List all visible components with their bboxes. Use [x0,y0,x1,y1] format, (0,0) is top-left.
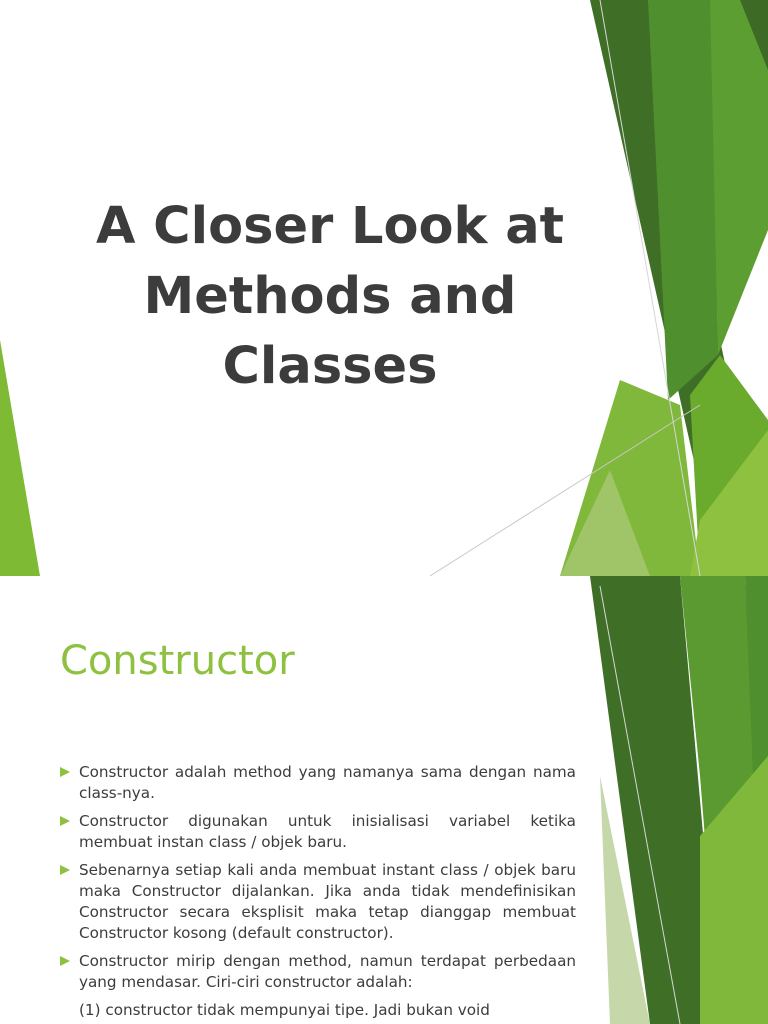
triangle-bullet-icon [60,956,70,966]
triangle-bullet-icon [60,816,70,826]
title-line: Methods and [143,267,517,326]
sub-item [60,1000,576,1021]
bullet-item [60,860,576,944]
bullet-text: Sebenarnya setiap kali anda membuat instant class / objek baru maka Constructor dijalankan. Jika anda tidak mendefinisikan Constructor secara eksplisit maka tetap dianggap membuat Constructor kosong (default constructor). [79,861,576,942]
title-line: Classes [222,337,438,396]
bullet-item [60,762,576,804]
bullet-text: Constructor digunakan untuk inisialisasi variabel ketika membuat instan class / objek baru. [79,812,576,851]
triangle-bullet-icon [60,767,70,777]
bullet-item [60,951,576,993]
sub-item-text: (1) constructor tidak mempunyai tipe. Jadi bukan void [79,1001,490,1019]
bullet-text: Constructor mirip dengan method, namun terdapat perbedaan yang mendasar. Ciri-ciri constructor adalah: [79,952,576,991]
bullet-item [60,811,576,853]
title-line: A Closer Look at [95,197,565,256]
section-heading: Constructor [60,638,295,684]
bullet-text: Constructor adalah method yang namanya sama dengan nama class-nya. [79,763,576,802]
slide-title [60,192,600,402]
triangle-bullet-icon [60,865,70,875]
bullet-list [60,762,576,1024]
